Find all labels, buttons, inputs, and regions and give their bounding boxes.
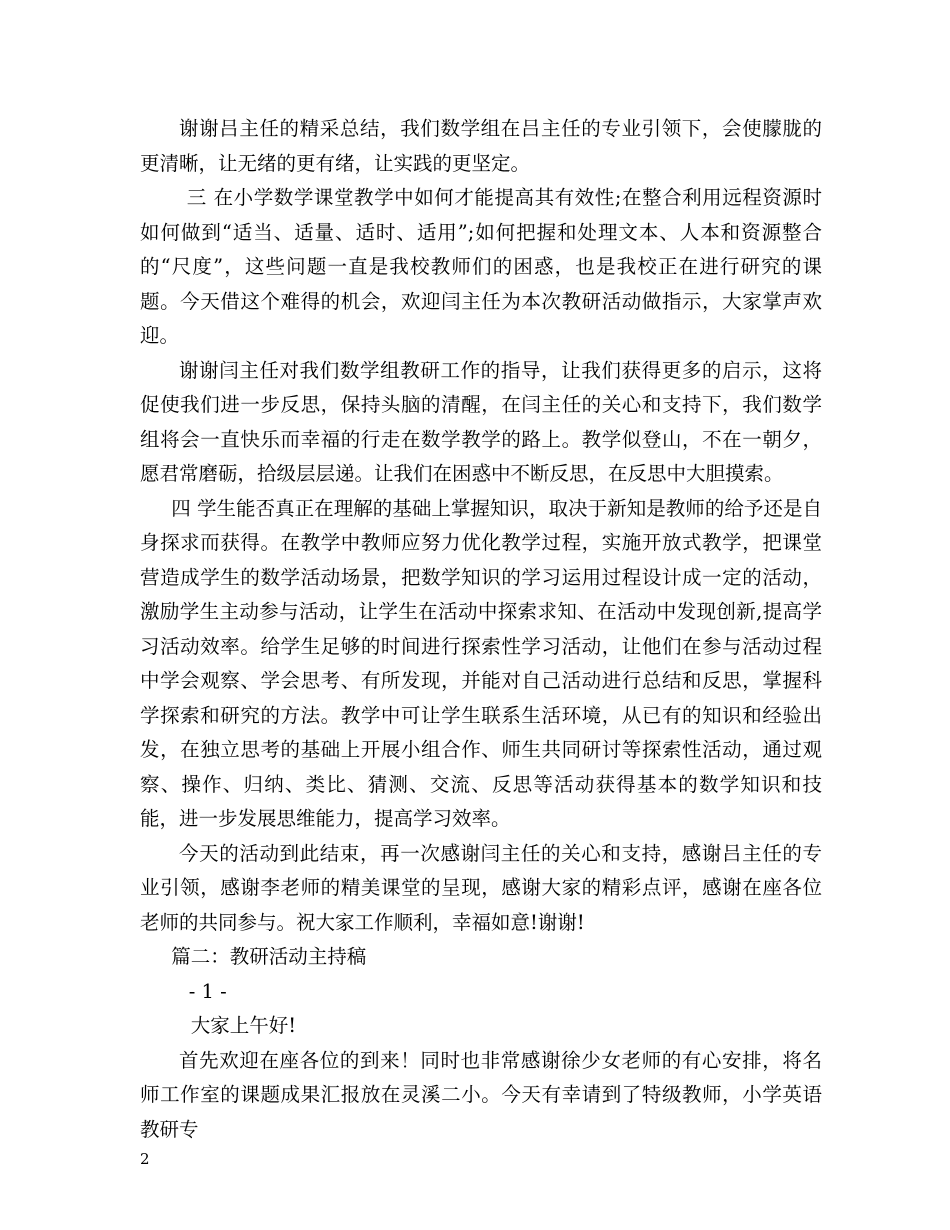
paragraph-section-four: 四 学生能否真正在理解的基础上掌握知识，取决于新知是教师的给予还是自身探求而获得。在教学中教师应努力优化教学过程，实施开放式教学，把课堂营造成学生的数学活动场景，把数学知识的学习运用过程设计成一定的活动，激励学生主动参与活动，让学生在活动中探索求知、在活动中发现创新,提高学习活动效率。给学生足够的时间进行探索性学习活动，让他们在参与活动过程中学会观察、学会思考、有所发现，并能对自己活动进行总结和反思，掌握科学探索和研究的方法。教学中可让学生联系生活环境，从已有的知识和经验出发，在独立思考的基础上开展小组合作、师生共同研讨等探索性活动，通过观察、操作、归纳、类比、猜测、交流、反思等活动获得基本的数学知识和技能，进一步发展思维能力，提高学习效率。 bbox=[140, 496, 822, 830]
footer-page-number: 2 bbox=[140, 1150, 150, 1168]
paragraph-thanks-yan: 谢谢闫主任对我们数学组教研工作的指导，让我们获得更多的启示，这将促使我们进一步反思，保持头脑的清醒，在闫主任的关心和支持下，我们数学组将会一直快乐而幸福的行走在数学教学的路上。教学似登山，不在一朝夕，愿君常磨砺，拾级层层递。让我们在困惑中不断反思，在反思中大胆摸索。 bbox=[140, 358, 822, 485]
inline-page-marker: - 1 - bbox=[188, 979, 227, 1003]
paragraph-welcome: 首先欢迎在座各位的到来！同时也非常感谢徐少女老师的有心安排，将名师工作室的课题成果汇报放在灵溪二小。今天有幸请到了特级教师，小学英语教研专 bbox=[140, 1048, 822, 1141]
document-body bbox=[140, 112, 822, 1147]
paragraph-thanks-lv: 谢谢吕主任的精采总结，我们数学组在吕主任的专业引领下，会使朦胧的更清晰，让无绪的更有绪，让实践的更坚定。 bbox=[140, 117, 822, 175]
paragraph-closing: 今天的活动到此结束，再一次感谢闫主任的关心和支持，感谢吕主任的专业引领，感谢李老师的精美课堂的呈现，感谢大家的精彩点评，感谢在座各位老师的共同参与。祝大家工作顺利，幸福如意!谢谢! bbox=[140, 841, 822, 934]
paragraph-section-three: 三 在小学数学课堂教学中如何才能提高其有效性;在整合利用远程资源时如何做到“适当、适量、适时、适用”;如何把握和处理文本、人本和资源整合的“尺度”，这些问题一直是我校教师们的困惑，也是我校正在进行研究的课题。今天借这个难得的机会，欢迎闫主任为本次教研活动做指示，大家掌声欢迎。 bbox=[140, 186, 822, 347]
section-heading: 篇二：教研活动主持稿 bbox=[171, 945, 367, 968]
paragraph-greeting: 大家上午好! bbox=[190, 1014, 297, 1037]
